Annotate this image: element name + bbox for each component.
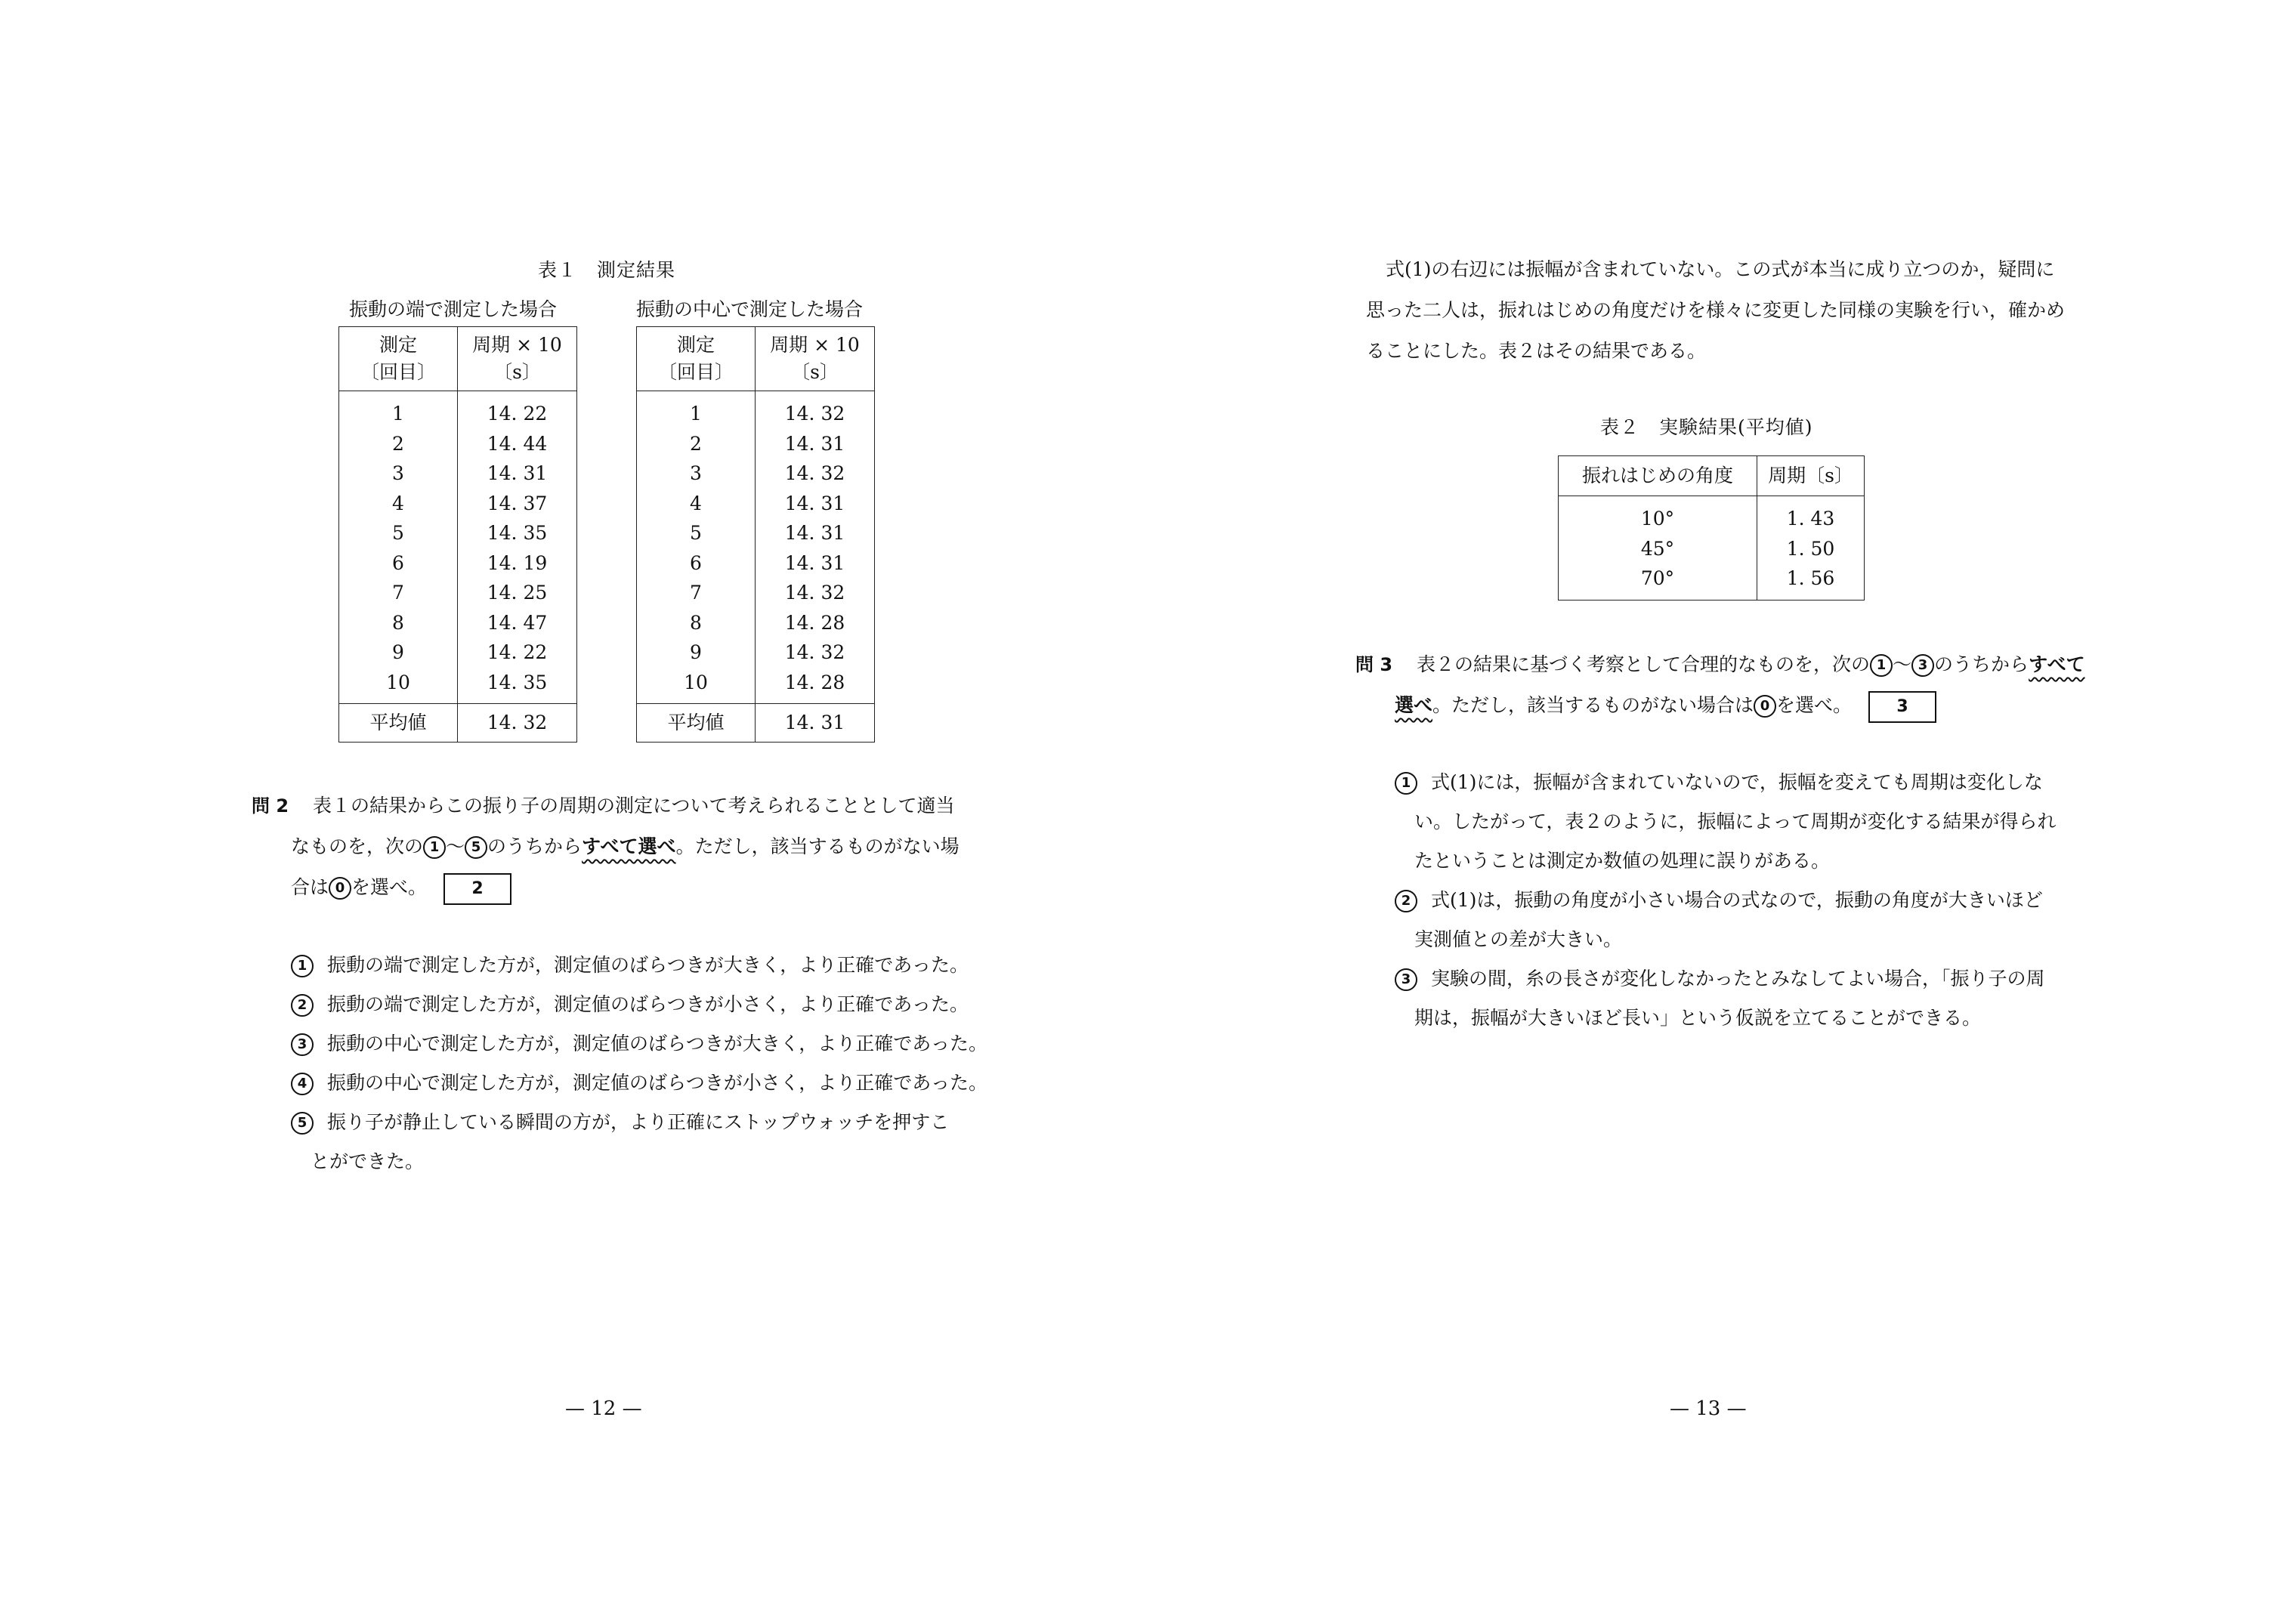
table-cell-key: 10: [637, 668, 756, 704]
option-text: 振動の中心で測定した方が，測定値のばらつきが大きく，より正確であった。: [327, 1033, 988, 1054]
table-cell-value: 14. 31: [756, 518, 875, 548]
table-cell-value: 14. 22: [458, 638, 577, 668]
table1-right: [636, 326, 875, 743]
table-cell-key: 6: [637, 548, 756, 579]
option-text-continued: 実測値との差が大きい。: [1414, 928, 1623, 950]
table-cell-value: 1. 43: [1757, 496, 1865, 534]
table-cell-key: 4: [637, 489, 756, 519]
option-number-icon: 3: [1395, 968, 1417, 991]
table-cell-key: 70°: [1559, 563, 1757, 600]
range-separator: ～: [1893, 653, 1912, 675]
intro-line: 式(1)の右辺には振幅が含まれていない。この式が本当に成り立つのか，疑問に: [1386, 258, 2055, 280]
option-number-icon: 2: [1395, 890, 1417, 912]
table-cell-value: 14. 35: [458, 668, 577, 704]
header-unit: 〔回目〕: [657, 361, 734, 383]
table-row: [339, 391, 577, 429]
table-row: [637, 548, 875, 579]
header-unit: 〔s〕: [791, 361, 839, 383]
range-separator: ～: [446, 835, 465, 857]
average-label: 平均値: [339, 704, 458, 743]
table-row: [1559, 563, 1865, 600]
table2: [1558, 455, 1865, 601]
table-cell-value: 14. 47: [458, 608, 577, 638]
question-3-line1-b: のうちから: [1934, 653, 2029, 675]
table-cell-value: 14. 37: [458, 489, 577, 519]
header-text: 測定: [676, 334, 715, 356]
question-2-label: 問 2: [252, 795, 289, 817]
option-item: [291, 946, 987, 985]
option-item: [1395, 763, 2057, 802]
question-2: [252, 786, 960, 908]
table-cell-key: 9: [339, 638, 458, 668]
option-text-continued: い。したがって，表２のように，振幅によって周期が変化する結果が得られ: [1414, 810, 2057, 832]
table-cell-value: 14. 32: [756, 458, 875, 489]
table-cell-key: 8: [637, 608, 756, 638]
option-number-icon: 1: [291, 955, 314, 977]
option-number-icon: 5: [291, 1112, 314, 1135]
table-cell-value: 14. 25: [458, 578, 577, 608]
table-cell-value: 14. 31: [458, 458, 577, 489]
option-item: [291, 985, 987, 1024]
option-zero-icon: 0: [1754, 695, 1776, 718]
table-row: [1559, 496, 1865, 534]
question-3-label: 問 3: [1355, 654, 1393, 675]
table-cell-key: 5: [339, 518, 458, 548]
option-range-end-icon: 3: [1911, 654, 1934, 677]
table-row: [637, 489, 875, 519]
table-row: [637, 608, 875, 638]
option-range-end-icon: 5: [465, 836, 487, 859]
intro-line: 思った二人は，振れはじめの角度だけを様々に変更した同様の実験を行い，確かめ: [1366, 299, 2066, 321]
table-row: [339, 578, 577, 608]
option-item: [291, 1103, 987, 1142]
table-row: [1559, 534, 1865, 564]
option-number-icon: 3: [291, 1033, 314, 1056]
option-text-continued: たということは測定か数値の処理に誤りがある。: [1414, 850, 1831, 872]
question-2-line2-b: のうちから: [487, 835, 583, 857]
table-cell-value: 14. 35: [458, 518, 577, 548]
table-row: [339, 518, 577, 548]
option-number-icon: 2: [291, 994, 314, 1017]
table1-right-subtitle: 振動の中心で測定した場合: [636, 298, 864, 320]
table1-caption: 表１ 測定結果: [538, 259, 676, 281]
option-text: 振動の中心で測定した方が，測定値のばらつきが小さく，より正確であった。: [327, 1072, 988, 1094]
option-text-continued: 期は，振幅が大きいほど長い」という仮説を立てることができる。: [1414, 1007, 1982, 1029]
table-row: [637, 638, 875, 668]
header-unit: 〔回目〕: [360, 361, 436, 383]
table-cell-value: 14. 31: [756, 429, 875, 459]
table1-left: [338, 326, 577, 743]
table-cell-key: 3: [637, 458, 756, 489]
table-cell-key: 7: [339, 578, 458, 608]
table-cell-key: 6: [339, 548, 458, 579]
answer-box-2[interactable]: 2: [443, 873, 511, 905]
table-header-period: 周期〔s〕: [1757, 456, 1865, 496]
table-cell-key: 10°: [1559, 496, 1757, 534]
option-zero-icon: 0: [329, 877, 351, 900]
header-text: 周期 × 10: [770, 334, 860, 356]
option-text: 振り子が静止している瞬間の方が，より正確にストップウォッチを押すこ: [327, 1111, 950, 1133]
header-text: 測定: [379, 334, 417, 356]
emphasis-select: 選べ: [1395, 694, 1433, 716]
table-cell-value: 14. 31: [756, 489, 875, 519]
page-number-right: — 13 —: [1670, 1397, 1747, 1420]
table-cell-value: 14. 22: [458, 391, 577, 429]
table-cell-value: 14. 28: [756, 608, 875, 638]
option-text: 振動の端で測定した方が，測定値のばらつきが小さく，より正確であった。: [327, 993, 969, 1015]
table-row: [339, 548, 577, 579]
table-cell-value: 14. 44: [458, 429, 577, 459]
table-row: [339, 458, 577, 489]
answer-box-3[interactable]: 3: [1868, 691, 1936, 723]
table-row: [339, 668, 577, 704]
option-item: [291, 1024, 987, 1064]
table-cell-key: 2: [339, 429, 458, 459]
table-cell-value: 1. 50: [1757, 534, 1865, 564]
table-cell-key: 2: [637, 429, 756, 459]
table1-left-subtitle: 振動の端で測定した場合: [349, 298, 558, 320]
question-3-line2-a: 。ただし，該当するものがない場合は: [1432, 694, 1754, 716]
table-header-count: [339, 327, 458, 391]
table-header-count: [637, 327, 756, 391]
table2-caption: 表２ 実験結果(平均値): [1600, 416, 1813, 438]
table-cell-key: 10: [339, 668, 458, 704]
option-text: 実験の間，糸の長さが変化しなかったとみなしてよい場合，「振り子の周: [1431, 968, 2045, 990]
question-2-line2-a: なものを，次の: [291, 835, 424, 857]
table-cell-value: 14. 32: [756, 578, 875, 608]
table-cell-value: 1. 56: [1757, 563, 1865, 600]
table-header-angle: 振れはじめの角度: [1559, 456, 1757, 496]
table-cell-key: 9: [637, 638, 756, 668]
table-row: [637, 429, 875, 459]
average-value: 14. 31: [756, 704, 875, 743]
option-item: [291, 1064, 987, 1103]
table-cell-key: 1: [339, 391, 458, 429]
table-row: [339, 429, 577, 459]
table-cell-key: 1: [637, 391, 756, 429]
header-unit: 〔s〕: [493, 361, 541, 383]
option-item: [1395, 881, 2057, 920]
table-cell-value: 14. 19: [458, 548, 577, 579]
option-range-start-icon: 1: [423, 836, 446, 859]
table-row: [339, 608, 577, 638]
table-row: [637, 391, 875, 429]
table-cell-value: 14. 32: [756, 391, 875, 429]
question-2-line3-b: を選べ。: [351, 876, 428, 898]
table-header-period: [756, 327, 875, 391]
intro-line: ることにした。表２はその結果である。: [1366, 340, 1707, 362]
question-3-line1-a: 表２の結果に基づく考察として合理的なものを，次の: [1417, 653, 1871, 675]
question-3-options: [1395, 763, 2057, 1038]
question-2-line3-a: 合は: [291, 876, 329, 898]
option-range-start-icon: 1: [1870, 654, 1893, 677]
table-cell-key: 7: [637, 578, 756, 608]
page-number-left: — 12 —: [565, 1397, 642, 1420]
table-row: [637, 668, 875, 704]
header-text: 周期 × 10: [472, 334, 562, 356]
table-cell-key: 45°: [1559, 534, 1757, 564]
table-cell-key: 5: [637, 518, 756, 548]
table-row: [637, 578, 875, 608]
question-2-options: [291, 946, 987, 1181]
table-cell-value: 14. 31: [756, 548, 875, 579]
table-row: [339, 638, 577, 668]
table-row: [637, 518, 875, 548]
table-cell-key: 3: [339, 458, 458, 489]
question-2-line1: 表１の結果からこの振り子の周期の測定について考えられることとして適当: [313, 795, 955, 817]
emphasis-select-all: すべて選べ: [582, 835, 676, 857]
average-value: 14. 32: [458, 704, 577, 743]
option-text: 振動の端で測定した方が，測定値のばらつきが大きく，より正確であった。: [327, 954, 969, 976]
table-header-period: [458, 327, 577, 391]
table-row: [637, 458, 875, 489]
question-2-line2-c: 。ただし，該当するものがない場: [675, 835, 960, 857]
table-cell-value: 14. 28: [756, 668, 875, 704]
average-label: 平均値: [637, 704, 756, 743]
option-number-icon: 1: [1395, 772, 1417, 795]
option-number-icon: 4: [291, 1073, 314, 1095]
option-text-continued: とができた。: [311, 1150, 425, 1172]
question-3-line2-b: を選べ。: [1776, 694, 1853, 716]
option-text: 式(1)には，振幅が含まれていないので，振幅を変えても周期は変化しな: [1431, 771, 2043, 793]
emphasis-all: すべて: [2029, 653, 2085, 675]
question-3: [1355, 644, 2085, 726]
table-cell-key: 4: [339, 489, 458, 519]
table-row: [339, 489, 577, 519]
table-cell-value: 14. 32: [756, 638, 875, 668]
option-item: [1395, 959, 2057, 999]
option-text: 式(1)は，振動の角度が小さい場合の式なので，振動の角度が大きいほど: [1431, 889, 2043, 911]
intro-paragraph: [1366, 249, 2065, 372]
table-cell-key: 8: [339, 608, 458, 638]
